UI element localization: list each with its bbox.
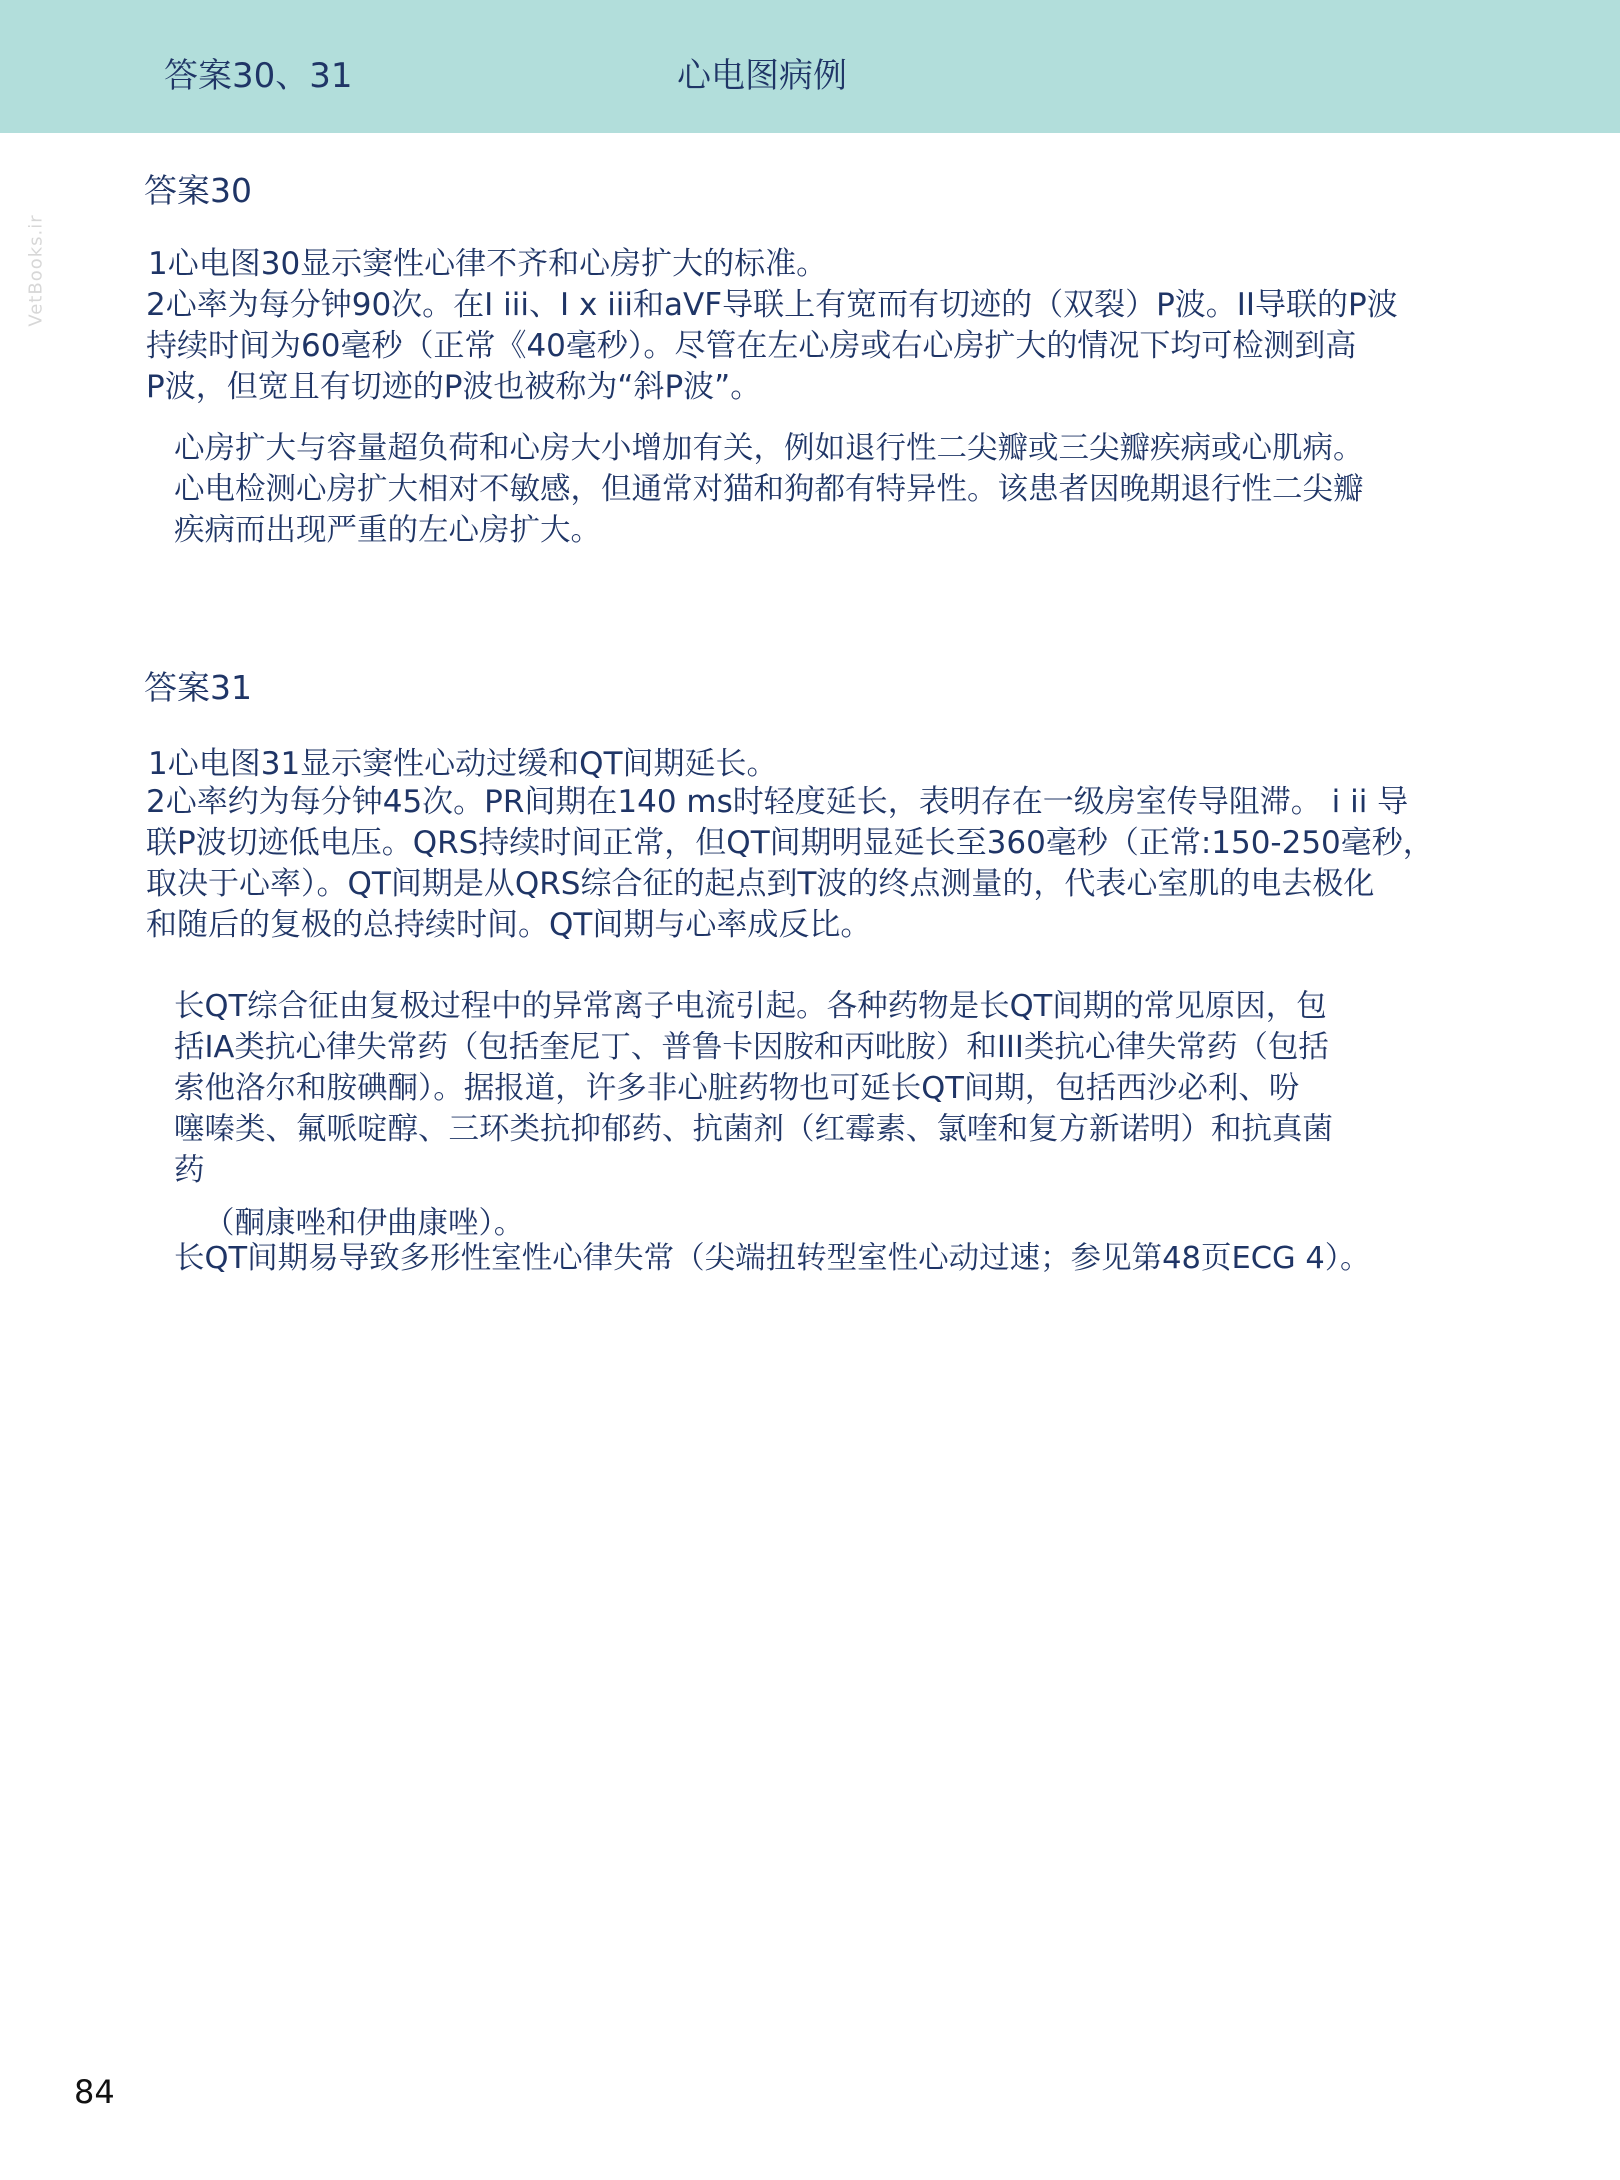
answer31-item2 [146, 782, 1434, 946]
text-line: 联P波切迹低电压。QRS持续时间正常，但QT间期明显延长至360毫秒（正常:150-250毫秒， [146, 825, 1434, 861]
text-line: 长QT综合征由复极过程中的异常离子电流引起。各种药物是长QT间期的常见原因，包 [174, 989, 1327, 1024]
answer31-item1 [148, 744, 778, 785]
header-section-title: 答案30、31 [164, 56, 353, 96]
text-line: P波，但宽且有切迹的P波也被称为“斜P波”。 [146, 369, 762, 405]
text-line: 括IA类抗心律失常药（包括奎尼丁、普鲁卡因胺和丙吡胺）和III类抗心律失常药（包括 [174, 1030, 1329, 1065]
text-line: 索他洛尔和胺碘酮）。据报道，许多非心脏药物也可延长QT间期，包括西沙必利、吩 [174, 1071, 1300, 1106]
text-line: 和随后的复极的总持续时间。QT间期与心率成反比。 [146, 907, 872, 943]
answer30-item2 [146, 285, 1398, 408]
watermark: VetBooks.ir [25, 214, 47, 327]
text-line: 取决于心率）。QT间期是从QRS综合征的起点到T波的终点测量的，代表心室肌的电去极化 [146, 866, 1375, 902]
text-line: 疾病而出现严重的左心房扩大。 [174, 513, 601, 548]
text-line: 1心电图31显示窦性心动过缓和QT间期延长。 [148, 746, 778, 782]
text-line: 药 [174, 1153, 205, 1188]
answer30-heading: 答案30 [144, 171, 252, 210]
answer30-note [174, 428, 1364, 551]
text-line: 持续时间为60毫秒（正常《40毫秒）。尽管在左心房或右心房扩大的情况下均可检测到高 [146, 328, 1357, 364]
answer31-note-last [174, 1238, 1371, 1279]
text-line: （酮康唑和伊曲康唑）。 [204, 1206, 525, 1241]
text-line: 心房扩大与容量超负荷和心房大小增加有关，例如退行性二尖瓣或三尖瓣疾病或心肌病。 [174, 431, 1364, 466]
page-number: 84 [74, 2073, 115, 2111]
header-chapter-title: 心电图病例 [677, 56, 847, 96]
text-line: 2心率约为每分钟45次。PR间期在140 ms时轻度延长，表明存在一级房室传导阻滞。 i ii 导 [146, 784, 1409, 820]
text-line: 1心电图30显示窦性心律不齐和心房扩大的标准。 [148, 246, 828, 282]
text-line: 心电检测心房扩大相对不敏感，但通常对猫和狗都有特异性。该患者因晚期退行性二尖瓣 [174, 472, 1364, 507]
answer31-note [174, 986, 1333, 1191]
answer30-item1 [148, 244, 827, 285]
text-line: 2心率为每分钟90次。在I iii、I x iii和aVF导联上有宽而有切迹的（双裂）P波。II导联的P波 [146, 287, 1398, 323]
answer31-heading: 答案31 [144, 668, 252, 707]
text-line: 长QT间期易导致多形性室性心律失常（尖端扭转型室性心动过速；参见第48页ECG 4）。 [174, 1241, 1371, 1276]
text-line: 噻嗪类、氟哌啶醇、三环类抗抑郁药、抗菌剂（红霉素、氯喹和复方新诺明）和抗真菌 [174, 1112, 1333, 1147]
